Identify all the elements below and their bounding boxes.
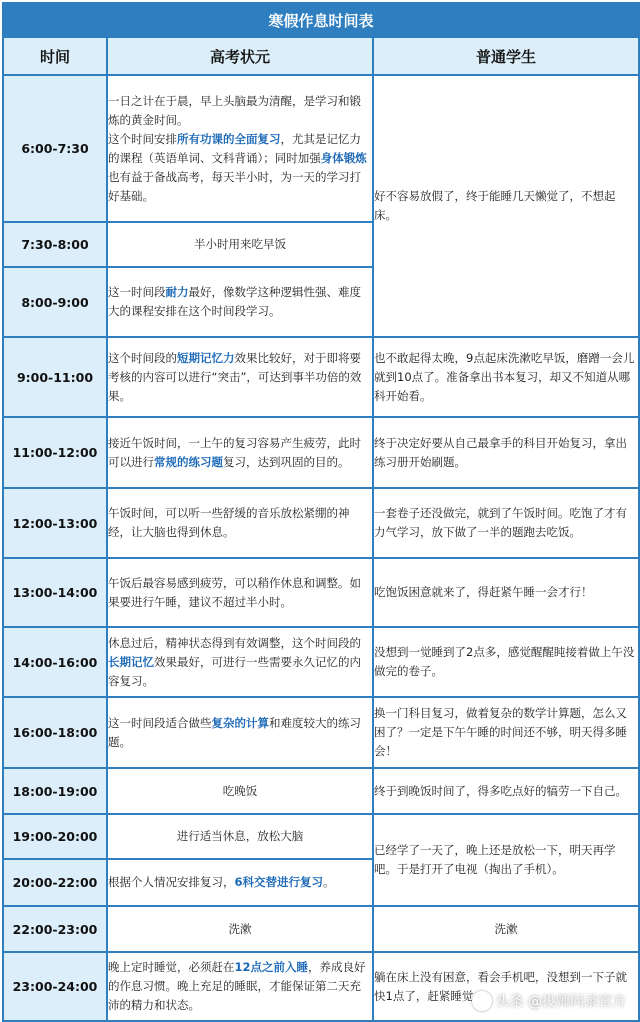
top-student-cell	[107, 859, 373, 906]
normal-student-cell: 好不容易放假了，终于能睡几天懒觉了，不想起床。	[373, 75, 639, 337]
body-text: 根据个人情况安排复习，	[108, 875, 235, 889]
highlight-text: 6科交替进行复习	[234, 875, 324, 889]
header-time: 时间	[3, 37, 107, 75]
time-cell: 14:00-16:00	[3, 627, 107, 697]
body-text: 和难度较大的练习题。	[108, 715, 361, 749]
time-cell: 20:00-22:00	[3, 859, 107, 906]
body-text: 这个时间安排	[108, 131, 177, 146]
body-text: 这一时间段	[108, 285, 166, 299]
normal-student-cell: 躺在床上没有困意，看会手机吧，没想到一下子就快1点了，赶紧睡觉	[373, 952, 639, 1021]
normal-student-cell: 终于决定好要从自己最拿手的科目开始复习，拿出练习册开始刷题。	[373, 417, 639, 488]
header-top-student: 高考状元	[107, 37, 373, 75]
top-student-cell: 吃晚饭	[107, 768, 373, 814]
top-student-cell: 半小时用来吃早饭	[107, 222, 373, 267]
top-student-cell	[107, 267, 373, 337]
body-text: 晚上定时睡觉，必须赶在	[108, 960, 235, 974]
time-cell: 23:00-24:00	[3, 952, 107, 1021]
top-student-cell	[107, 697, 373, 768]
body-text: 效果比较好，对于即将要考核的内容可以进行“突击”，可达到事半功倍的效果。	[108, 350, 362, 403]
watermark-logo-icon	[472, 991, 492, 1011]
table-row	[3, 697, 639, 768]
top-student-cell	[107, 627, 373, 697]
time-cell: 9:00-11:00	[3, 337, 107, 417]
top-student-cell	[107, 75, 373, 222]
time-cell: 11:00-12:00	[3, 417, 107, 488]
title-row	[3, 3, 639, 37]
table-row	[3, 768, 639, 814]
body-text: 这个时间段的	[108, 350, 177, 365]
normal-student-cell: 没想到一觉睡到了2点多，感觉醒醒盹接着做上午没做完的卷子。	[373, 627, 639, 697]
time-cell: 8:00-9:00	[3, 267, 107, 337]
table-title: 寒假作息时间表	[3, 3, 639, 37]
header-normal-student: 普通学生	[373, 37, 639, 75]
body-text: 一日之计在于晨，早上头脑最为清醒，是学习和锻炼的黄金时间。	[108, 93, 361, 127]
time-cell: 16:00-18:00	[3, 697, 107, 768]
highlight-text: 所有功课的全面复习	[177, 131, 281, 146]
table-row	[3, 814, 639, 859]
watermark-text: 头条 @投师问录官方	[495, 994, 626, 1010]
top-student-cell	[107, 417, 373, 488]
header-row	[3, 37, 639, 75]
watermark	[466, 991, 626, 1011]
highlight-text: 短期记忆力	[177, 350, 235, 365]
body-text: 最好，像数学这种逻辑性强、难度大的课程安排在这个时间段学习。	[108, 285, 361, 318]
table-row	[3, 417, 639, 488]
body-text: ，养成良好的作息习惯。晚上充足的睡眠，才能保证第二天充沛的精力和状态。	[108, 960, 366, 1012]
body-text: 复习，达到巩固的目的。	[223, 454, 350, 469]
table-row	[3, 627, 639, 697]
highlight-text: 12点之前入睡	[234, 960, 309, 974]
normal-student-cell: 一套卷子还没做完，就到了午饭时间。吃饱了才有力气学习，放下做了一半的题跑去吃饭。	[373, 488, 639, 558]
schedule-table	[2, 2, 640, 1022]
highlight-text: 复杂的计算	[211, 715, 269, 730]
highlight-text: 常规的练习题	[154, 454, 223, 469]
time-cell: 18:00-19:00	[3, 768, 107, 814]
top-student-cell	[107, 337, 373, 417]
table-row	[3, 488, 639, 558]
top-student-cell	[107, 952, 373, 1021]
time-cell: 19:00-20:00	[3, 814, 107, 859]
time-cell: 12:00-13:00	[3, 488, 107, 558]
normal-student-cell: 也不敢起得太晚，9点起床洗漱吃早饭，磨蹭一会儿就到10点了。准备拿出书本复习，却又不知道从哪科开始看。	[373, 337, 639, 417]
body-text: ，尤其是记忆力的课程（英语单词、文科背诵）；同时加强	[108, 131, 361, 165]
normal-student-cell: 换一门科目复习，做着复杂的数学计算题，怎么又困了？一定是下午午睡的时间还不够，明天得多睡会！	[373, 697, 639, 768]
highlight-text: 耐力	[165, 285, 189, 299]
normal-student-cell: 已经学了一天了，晚上还是放松一下，明天再学吧。于是打开了电视（掏出了手机）。	[373, 814, 639, 906]
top-student-cell: 进行适当休息，放松大脑	[107, 814, 373, 859]
top-student-cell: 午饭时间，可以听一些舒缓的音乐放松紧绷的神经，让大脑也得到休息。	[107, 488, 373, 558]
table-row	[3, 75, 639, 222]
body-text: 接近午饭时间，一上午的复习容易产生疲劳，此时可以进行	[108, 435, 361, 469]
body-text: 也有益于备战高考，每天半小时，为一天的学习打好基础。	[108, 169, 361, 203]
body-text: 效果最好，可进行一些需要永久记忆的内容复习。	[108, 654, 361, 688]
time-cell: 22:00-23:00	[3, 906, 107, 952]
body-text: 休息过后，精神状态得到有效调整，这个时间段的	[108, 635, 361, 650]
top-student-cell: 洗漱	[107, 906, 373, 952]
table-row	[3, 337, 639, 417]
time-cell: 6:00-7:30	[3, 75, 107, 222]
highlight-text: 身体锻炼	[320, 150, 367, 165]
time-cell: 7:30-8:00	[3, 222, 107, 267]
body-text: 这一时间段适合做些	[108, 715, 212, 730]
highlight-text: 长期记忆	[108, 654, 154, 669]
table-row	[3, 906, 639, 952]
time-cell: 13:00-14:00	[3, 558, 107, 627]
normal-student-cell: 吃饱饭困意就来了，得赶紧午睡一会才行！	[373, 558, 639, 627]
normal-student-cell: 终于到晚饭时间了，得多吃点好的犒劳一下自己。	[373, 768, 639, 814]
body-text: 。	[323, 875, 335, 889]
normal-student-cell: 洗漱	[373, 906, 639, 952]
top-student-cell: 午饭后最容易感到疲劳，可以稍作休息和调整。如果要进行午睡，建议不超过半小时。	[107, 558, 373, 627]
table-row	[3, 558, 639, 627]
